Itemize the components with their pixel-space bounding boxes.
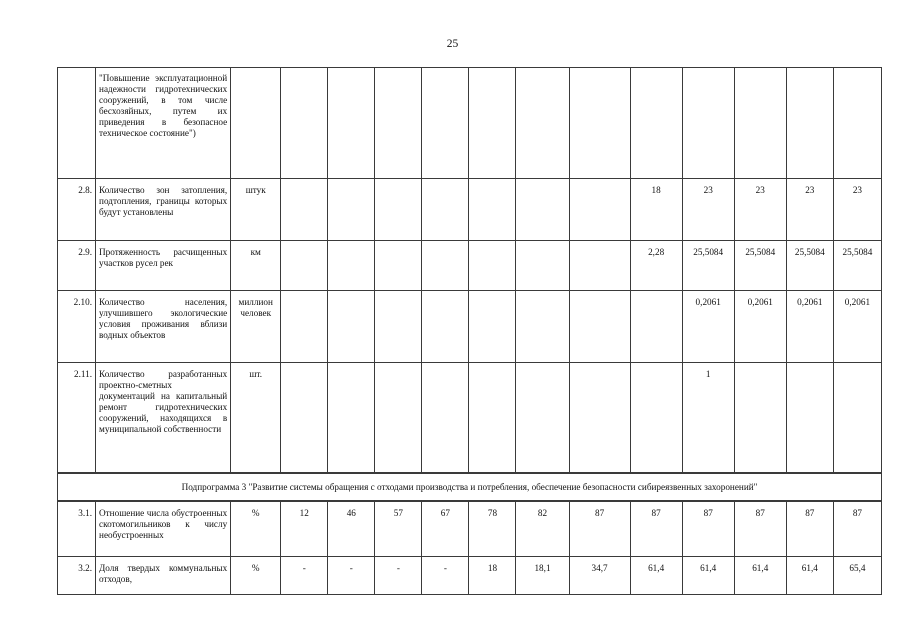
table-row: [58, 501, 882, 557]
value-cell: 87: [569, 501, 630, 557]
indicator-name: Количество населения, улучшившего экологические условия проживания вблизи водных объектов: [96, 291, 231, 363]
value-cell: [281, 291, 328, 363]
value-cell: [516, 363, 569, 473]
value-cell: [328, 68, 375, 179]
value-cell: 25,5084: [734, 241, 786, 291]
value-cell: [281, 363, 328, 473]
value-cell: [469, 179, 516, 241]
value-cell: [328, 363, 375, 473]
value-cell: [422, 291, 469, 363]
value-cell: [569, 241, 630, 291]
indicator-name: "Повышение эксплуатационной надежности гидротехнических сооружений, в том числе бесхозяйных, путем их приведения в безопасное техническое состояние"): [96, 68, 231, 179]
value-cell: 0,2061: [734, 291, 786, 363]
subprogram-heading-row: [58, 473, 882, 501]
value-cell: 87: [682, 501, 734, 557]
value-cell: [569, 68, 630, 179]
value-cell: 1: [682, 363, 734, 473]
unit-of-measure: км: [231, 241, 281, 291]
table-row: [58, 68, 882, 179]
value-cell: 23: [833, 179, 881, 241]
table-row: [58, 241, 882, 291]
value-cell: 2,28: [630, 241, 682, 291]
value-cell: 61,4: [630, 557, 682, 595]
value-cell: [375, 179, 422, 241]
value-cell: 34,7: [569, 557, 630, 595]
value-cell: [281, 68, 328, 179]
value-cell: [469, 363, 516, 473]
value-cell: [422, 68, 469, 179]
value-cell: [375, 68, 422, 179]
value-cell: 82: [516, 501, 569, 557]
value-cell: 12: [281, 501, 328, 557]
indicator-name: Протяженность расчищенных участков русел рек: [96, 241, 231, 291]
value-cell: [516, 291, 569, 363]
value-cell: [630, 68, 682, 179]
value-cell: 0,2061: [786, 291, 833, 363]
unit-of-measure: штук: [231, 179, 281, 241]
value-cell: 61,4: [682, 557, 734, 595]
value-cell: 0,2061: [833, 291, 881, 363]
unit-of-measure: [231, 68, 281, 179]
unit-of-measure: миллион человек: [231, 291, 281, 363]
value-cell: [469, 68, 516, 179]
value-cell: 87: [630, 501, 682, 557]
value-cell: [422, 241, 469, 291]
table-row: [58, 179, 882, 241]
value-cell: 18: [630, 179, 682, 241]
value-cell: 65,4: [833, 557, 881, 595]
row-number: 2.9.: [58, 241, 96, 291]
value-cell: 67: [422, 501, 469, 557]
value-cell: [281, 241, 328, 291]
table-row: [58, 363, 882, 473]
value-cell: [516, 179, 569, 241]
value-cell: [569, 363, 630, 473]
value-cell: [516, 241, 569, 291]
indicator-name: Доля твердых коммунальных отходов,: [96, 557, 231, 595]
value-cell: -: [422, 557, 469, 595]
value-cell: 0,2061: [682, 291, 734, 363]
value-cell: [375, 363, 422, 473]
row-number: 3.2.: [58, 557, 96, 595]
value-cell: 61,4: [734, 557, 786, 595]
row-number: 2.8.: [58, 179, 96, 241]
page-number: 25: [446, 38, 459, 50]
value-cell: [833, 68, 881, 179]
row-number: [58, 68, 96, 179]
value-cell: [833, 363, 881, 473]
value-cell: [734, 363, 786, 473]
value-cell: [786, 68, 833, 179]
value-cell: -: [375, 557, 422, 595]
value-cell: [786, 363, 833, 473]
indicator-name: Отношение числа обустроенных скотомогильников к числу необустроенных: [96, 501, 231, 557]
value-cell: 18,1: [516, 557, 569, 595]
row-number: 2.11.: [58, 363, 96, 473]
value-cell: [630, 291, 682, 363]
value-cell: [569, 179, 630, 241]
value-cell: [682, 68, 734, 179]
value-cell: [569, 291, 630, 363]
value-cell: 46: [328, 501, 375, 557]
value-cell: [328, 291, 375, 363]
unit-of-measure: %: [231, 501, 281, 557]
value-cell: [422, 179, 469, 241]
value-cell: [734, 68, 786, 179]
value-cell: 87: [833, 501, 881, 557]
value-cell: 18: [469, 557, 516, 595]
value-cell: 25,5084: [682, 241, 734, 291]
unit-of-measure: шт.: [231, 363, 281, 473]
value-cell: [516, 68, 569, 179]
value-cell: 78: [469, 501, 516, 557]
value-cell: [422, 363, 469, 473]
subprogram-heading: Подпрограмма 3 "Развитие системы обращения с отходами производства и потребления, обеспечение безопасности сибиреязвенных захоронений": [58, 473, 882, 501]
value-cell: 23: [786, 179, 833, 241]
value-cell: 25,5084: [786, 241, 833, 291]
indicator-table: [57, 67, 882, 595]
value-cell: [469, 291, 516, 363]
row-number: 2.10.: [58, 291, 96, 363]
indicator-name: Количество зон затопления, подтопления, границы которых будут установлены: [96, 179, 231, 241]
value-cell: -: [328, 557, 375, 595]
value-cell: [375, 241, 422, 291]
unit-of-measure: %: [231, 557, 281, 595]
value-cell: [281, 179, 328, 241]
value-cell: 87: [786, 501, 833, 557]
table-row: [58, 557, 882, 595]
value-cell: 25,5084: [833, 241, 881, 291]
value-cell: 23: [682, 179, 734, 241]
indicator-name: Количество разработанных проектно-сметных документаций на капитальный ремонт гидротехнических сооружений, находящихся в муниципальной собственности: [96, 363, 231, 473]
table-row: [58, 291, 882, 363]
value-cell: [375, 291, 422, 363]
value-cell: [328, 179, 375, 241]
value-cell: -: [281, 557, 328, 595]
value-cell: [469, 241, 516, 291]
value-cell: 87: [734, 501, 786, 557]
value-cell: 23: [734, 179, 786, 241]
value-cell: 61,4: [786, 557, 833, 595]
value-cell: [328, 241, 375, 291]
value-cell: [630, 363, 682, 473]
row-number: 3.1.: [58, 501, 96, 557]
value-cell: 57: [375, 501, 422, 557]
